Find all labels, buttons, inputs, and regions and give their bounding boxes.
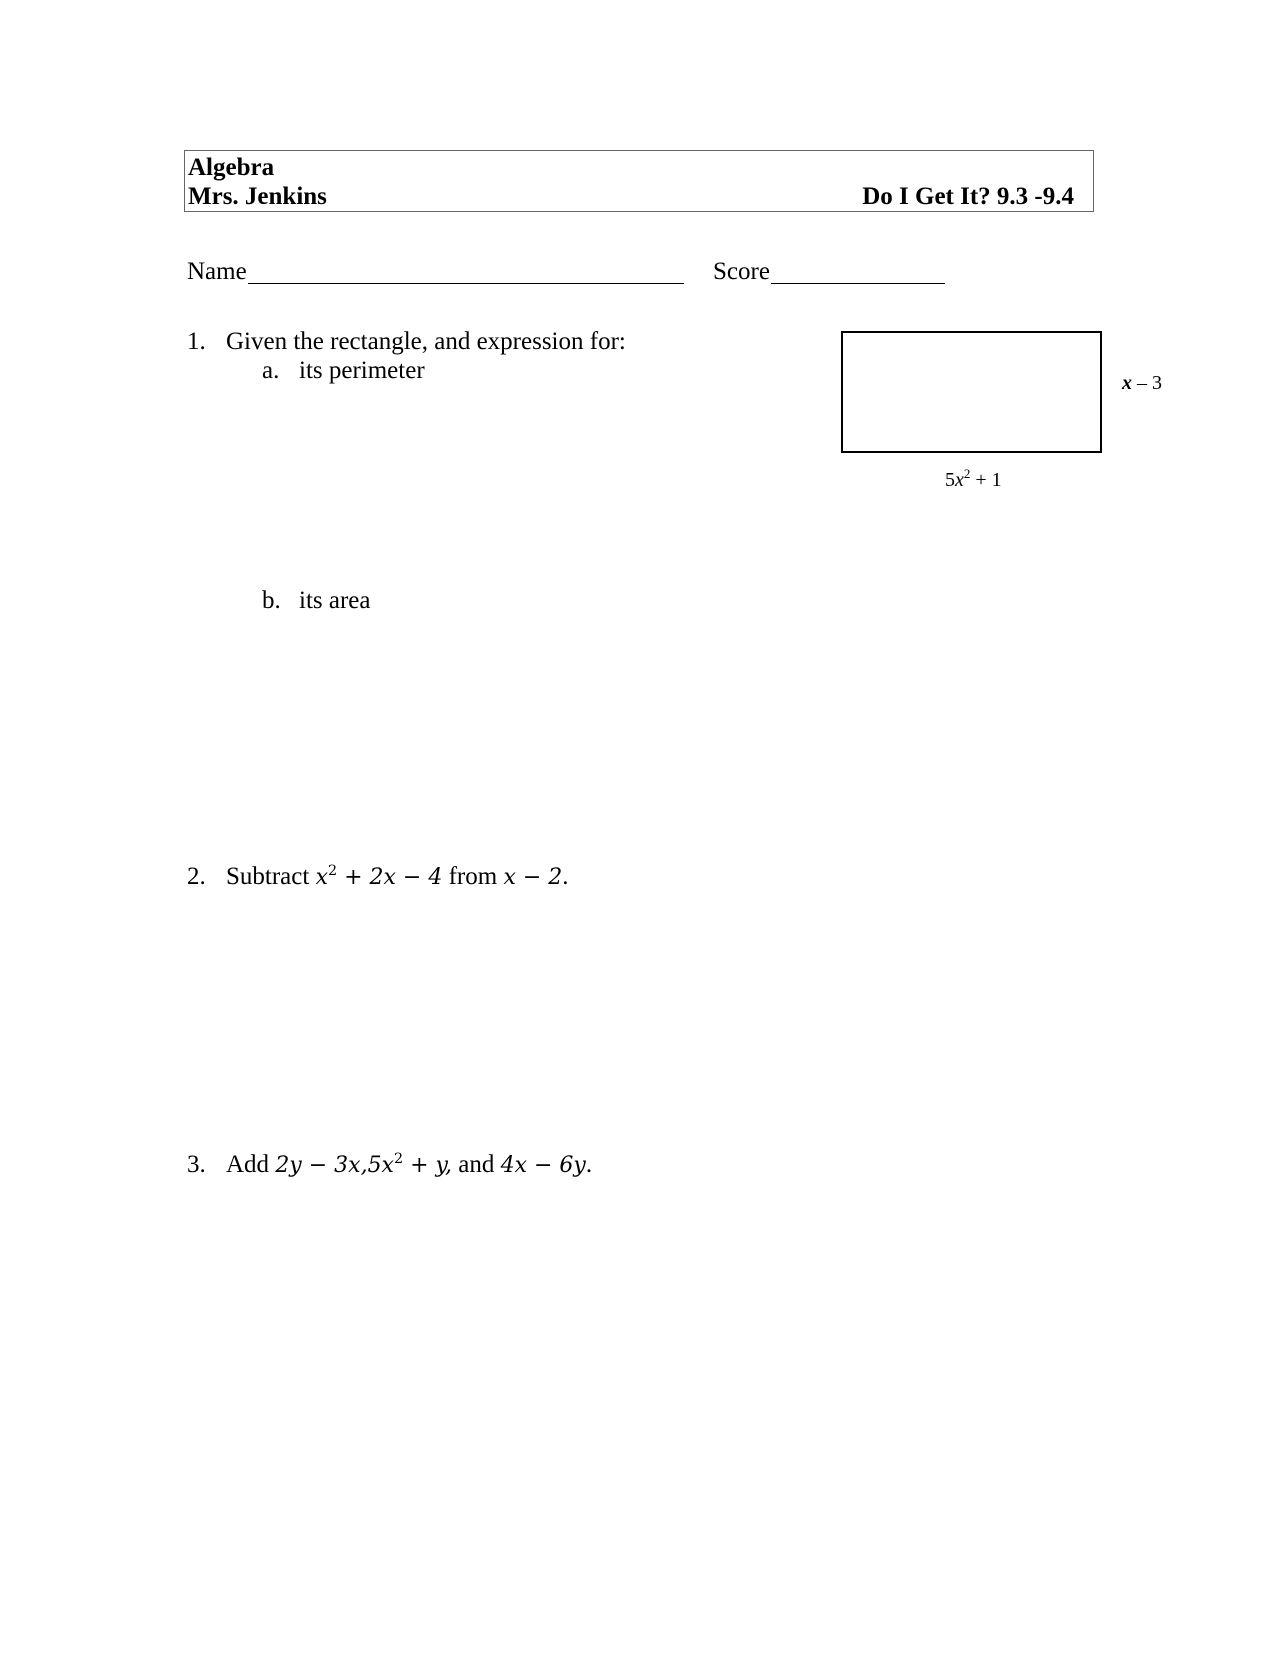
- subject-title: Algebra: [188, 154, 275, 181]
- rectangle-width-label: $5x^2 + 1$: [945, 465, 1002, 491]
- question-2-expression-2: x − 2: [503, 865, 563, 890]
- question-1b-letter: b.: [262, 587, 281, 614]
- score-label: Score: [713, 258, 770, 285]
- question-2-expression-1: $x^2 + 2x - 4$: [315, 862, 443, 890]
- rectangle-diagram: [841, 331, 1102, 453]
- question-2-text: Subtract $x^2 + 2x - 4$ from x − 2.: [226, 862, 569, 890]
- question-3-text: Add $2y - 3x,5x^2 + y$, and 4x − 6y.: [226, 1150, 593, 1178]
- rectangle-height-label: x – 3: [1122, 372, 1162, 394]
- question-3-number: 3.: [187, 1151, 206, 1178]
- question-3-expression-2: $5x^2 + y$,: [367, 1150, 452, 1178]
- question-3-expression-1: 2y − 3x,: [275, 1153, 368, 1178]
- question-1-number: 1.: [187, 328, 206, 355]
- question-2-number: 2.: [187, 863, 206, 890]
- name-blank-line[interactable]: [248, 283, 684, 284]
- question-1b-text: its area: [299, 587, 371, 614]
- name-label: Name: [187, 258, 247, 285]
- question-1a-text: its perimeter: [299, 357, 425, 384]
- teacher-name: Mrs. Jenkins: [188, 183, 327, 210]
- score-blank-line[interactable]: [771, 283, 945, 284]
- assignment-title: Do I Get It? 9.3 -9.4: [862, 183, 1074, 210]
- question-1a-letter: a.: [262, 357, 280, 384]
- question-3-expression-3: 4x − 6y: [500, 1153, 586, 1178]
- question-1-prompt: Given the rectangle, and expression for:: [226, 328, 626, 355]
